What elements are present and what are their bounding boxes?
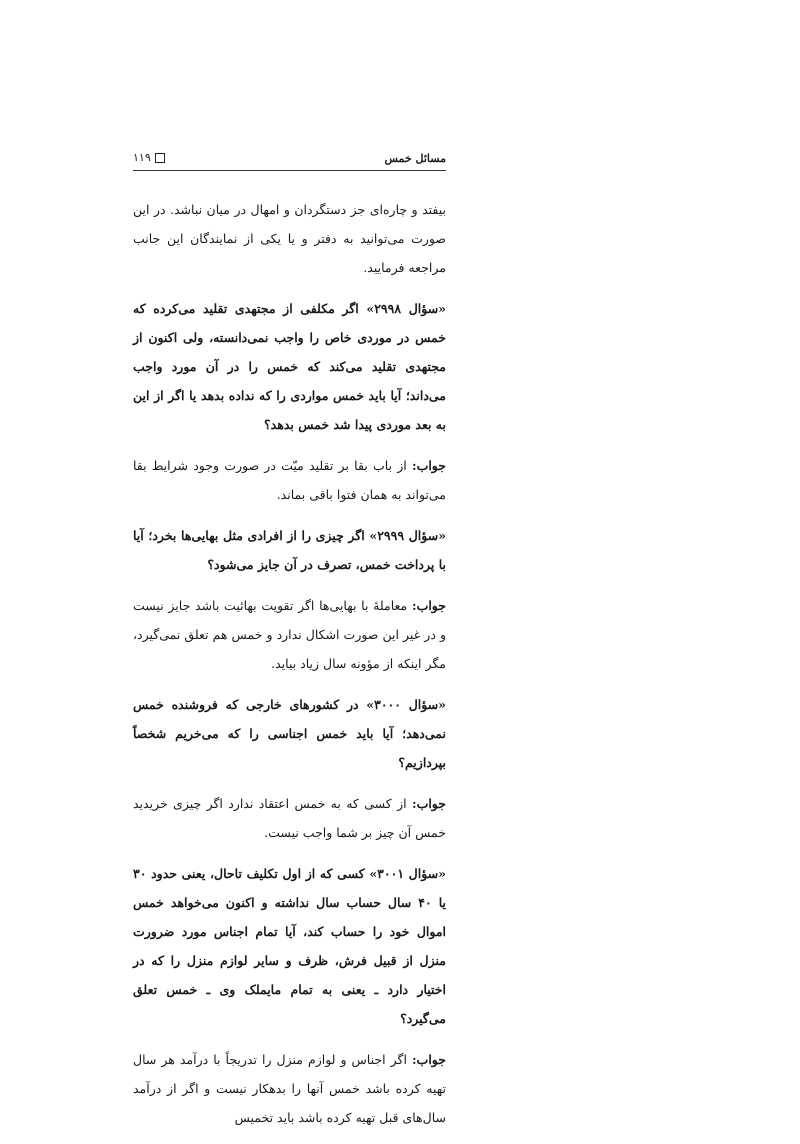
header-rule xyxy=(133,170,446,171)
answer-continuation: بیفتد و چاره‌ای جز دستگردان و امهال در میان نباشد. در این صورت می‌توانید به دفتر و یا یکی از نمایندگان این جانب مراجعه فرمایید. xyxy=(133,202,446,275)
answer-2998 xyxy=(133,451,446,509)
question-2998 xyxy=(133,294,446,439)
question-label: «سؤال ۳۰۰۱» xyxy=(369,866,446,881)
question-3000 xyxy=(133,690,446,777)
answer-label: جواب: xyxy=(411,796,446,811)
answer-text: از باب بقا بر تقلید میّت در صورت وجود شرایط بقا می‌تواند به همان فتوا باقی بماند. xyxy=(133,458,446,502)
page-body xyxy=(133,195,446,1144)
answer-label: جواب: xyxy=(411,598,446,613)
square-ornament-icon xyxy=(155,153,165,163)
question-text: اگر مکلفی از مجتهدی تقلید می‌کرده که خمس در موردی خاص را واجب نمی‌دانسته، ولی اکنون از مجتهدی تقلید می‌کند که خمس را در آن مورد واجب می‌داند؛ آیا باید خمس مواردی را که نداده بدهد یا اگر از این به بعد موردی پیدا شد خمس بدهد؟ xyxy=(133,301,446,432)
answer-text: اگر اجناس و لوازم منزل را تدریجاً با درآمد هر سال تهیه کرده باشد خمس آنها را بدهکار نیست و اگر از درآمد سال‌های قبل تهیه کرده باشد باید تخمیس xyxy=(133,1052,446,1125)
answer-label: جواب: xyxy=(411,1052,446,1067)
answer-label: جواب: xyxy=(411,458,446,473)
running-header xyxy=(133,148,446,170)
question-2999 xyxy=(133,521,446,579)
question-label: «سؤال ۲۹۹۹» xyxy=(369,528,447,543)
question-text: اگر چیزی را از افرادی مثل بهایی‌ها بخرد؛ آیا با پرداخت خمس، تصرف در آن جایز می‌شود؟ xyxy=(133,528,446,572)
question-3001 xyxy=(133,859,446,1033)
answer-3000 xyxy=(133,789,446,847)
answer-3001 xyxy=(133,1045,446,1132)
chapter-title: مسائل خمس xyxy=(384,152,446,165)
question-text: در کشورهای خارجی که فروشنده خمس نمی‌دهد؛ آیا باید خمس اجناسی را که می‌خریم شخصاً بپردازیم؟ xyxy=(133,697,446,770)
question-label: «سؤال ۳۰۰۰» xyxy=(366,697,446,712)
page-number-group xyxy=(133,151,165,164)
answer-text: از کسی که به خمس اعتقاد ندارد اگر چیزی خریدید خمس آن چیز بر شما واجب نیست. xyxy=(133,796,446,840)
answer-2999 xyxy=(133,591,446,678)
question-label: «سؤال ۲۹۹۸» xyxy=(366,301,446,316)
page-number: ۱۱۹ xyxy=(133,151,151,164)
answer-text: معاملهٔ با بهایی‌ها اگر تقویت بهائیت باشد جایز نیست و در غیر این صورت اشکال ندارد و خمس هم تعلق نمی‌گیرد، مگر اینکه از مؤونه سال زیاد بیاید. xyxy=(133,598,446,671)
question-text: کسی که از اول تکلیف تاحال، یعنی حدود ۳۰ یا ۴۰ سال حساب سال نداشته و اکنون می‌خواهد خمس اموال خود را حساب کند، آیا تمام اجناس مورد ضرورت منزل از قبیل فرش، ظرف و سایر لوازم منزل را که در اختیار دارد ـ یعنی به تمام مایملک وی ـ خمس تعلق می‌گیرد؟ xyxy=(133,866,446,1026)
book-page xyxy=(133,0,447,1125)
